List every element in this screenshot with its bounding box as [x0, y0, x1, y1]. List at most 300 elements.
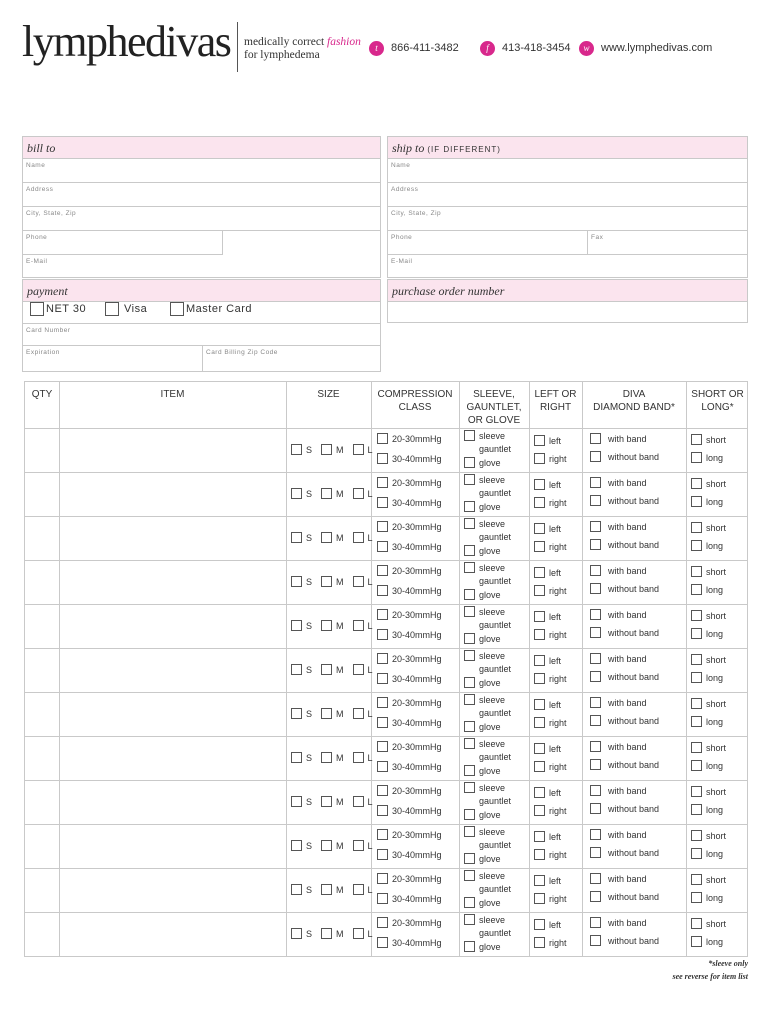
garment-sleeve-checkbox[interactable] — [464, 870, 475, 881]
compression-checkbox[interactable] — [377, 741, 388, 752]
garment-glove-checkbox[interactable] — [464, 809, 475, 820]
compression-option[interactable] — [377, 917, 442, 928]
band-option[interactable] — [590, 609, 647, 620]
item-cell[interactable] — [60, 736, 286, 780]
band-option[interactable] — [590, 917, 647, 928]
size-s-checkbox[interactable] — [291, 664, 302, 675]
size-s-checkbox[interactable] — [291, 444, 302, 455]
compression-checkbox[interactable] — [377, 453, 388, 464]
compression-option[interactable] — [377, 653, 442, 664]
side-option[interactable] — [534, 629, 567, 640]
side-option[interactable] — [534, 523, 561, 534]
compression-option[interactable] — [377, 937, 442, 948]
side-right-checkbox[interactable] — [534, 673, 545, 684]
band-checkbox[interactable] — [590, 539, 601, 550]
compression-option[interactable] — [377, 433, 442, 444]
garment-option[interactable] — [464, 589, 501, 600]
length-short-checkbox[interactable] — [691, 522, 702, 533]
compression-checkbox[interactable] — [377, 653, 388, 664]
qty-cell[interactable] — [25, 648, 59, 692]
length-long-checkbox[interactable] — [691, 540, 702, 551]
band-option[interactable] — [590, 539, 659, 550]
length-option[interactable] — [691, 654, 726, 665]
compression-checkbox[interactable] — [377, 521, 388, 532]
size-l-checkbox[interactable] — [353, 576, 364, 587]
size-l-checkbox[interactable] — [353, 664, 364, 675]
compression-option[interactable] — [377, 673, 442, 684]
visa-option[interactable] — [105, 300, 147, 318]
side-option[interactable] — [534, 567, 561, 578]
compression-option[interactable] — [377, 717, 442, 728]
mastercard-option[interactable] — [170, 300, 252, 318]
length-option[interactable] — [691, 698, 726, 709]
length-option[interactable] — [691, 716, 723, 727]
ship-city-field[interactable] — [388, 207, 747, 231]
garment-sleeve-checkbox[interactable] — [464, 738, 475, 749]
side-left-checkbox[interactable] — [534, 743, 545, 754]
garment-option[interactable] — [464, 575, 511, 586]
side-left-checkbox[interactable] — [534, 567, 545, 578]
band-checkbox[interactable] — [590, 741, 601, 752]
length-short-checkbox[interactable] — [691, 830, 702, 841]
garment-sleeve-checkbox[interactable] — [464, 914, 475, 925]
side-left-checkbox[interactable] — [534, 435, 545, 446]
garment-sleeve-checkbox[interactable] — [464, 782, 475, 793]
ship-email-field[interactable] — [388, 255, 747, 278]
band-option[interactable] — [590, 433, 647, 444]
side-option[interactable] — [534, 673, 567, 684]
compression-option[interactable] — [377, 873, 442, 884]
garment-option[interactable] — [464, 721, 501, 732]
size-m-checkbox[interactable] — [321, 444, 332, 455]
compression-option[interactable] — [377, 829, 442, 840]
side-option[interactable] — [534, 479, 561, 490]
band-option[interactable] — [590, 785, 647, 796]
garment-option[interactable] — [464, 619, 511, 630]
side-right-checkbox[interactable] — [534, 805, 545, 816]
garment-sleeve-checkbox[interactable] — [464, 562, 475, 573]
garment-sleeve-checkbox[interactable] — [464, 518, 475, 529]
item-cell[interactable] — [60, 692, 286, 736]
size-s-checkbox[interactable] — [291, 752, 302, 763]
size-s-checkbox[interactable] — [291, 796, 302, 807]
length-long-checkbox[interactable] — [691, 672, 702, 683]
garment-glove-checkbox[interactable] — [464, 853, 475, 864]
size-l-checkbox[interactable] — [353, 840, 364, 851]
band-checkbox[interactable] — [590, 653, 601, 664]
band-checkbox[interactable] — [590, 803, 601, 814]
net30-checkbox[interactable] — [30, 302, 44, 316]
length-long-checkbox[interactable] — [691, 716, 702, 727]
garment-option[interactable] — [464, 545, 501, 556]
band-option[interactable] — [590, 477, 647, 488]
band-option[interactable] — [590, 521, 647, 532]
garment-option[interactable] — [464, 677, 501, 688]
band-option[interactable] — [590, 741, 647, 752]
compression-checkbox[interactable] — [377, 805, 388, 816]
qty-cell[interactable] — [25, 692, 59, 736]
garment-sleeve-checkbox[interactable] — [464, 606, 475, 617]
size-m-checkbox[interactable] — [321, 664, 332, 675]
compression-option[interactable] — [377, 893, 442, 904]
band-checkbox[interactable] — [590, 917, 601, 928]
garment-option[interactable] — [464, 430, 505, 441]
length-option[interactable] — [691, 848, 723, 859]
compression-checkbox[interactable] — [377, 609, 388, 620]
item-cell[interactable] — [60, 472, 286, 516]
side-left-checkbox[interactable] — [534, 655, 545, 666]
side-left-checkbox[interactable] — [534, 479, 545, 490]
side-option[interactable] — [534, 655, 561, 666]
side-left-checkbox[interactable] — [534, 919, 545, 930]
expiration-field[interactable] — [23, 346, 202, 372]
side-right-checkbox[interactable] — [534, 629, 545, 640]
length-short-checkbox[interactable] — [691, 434, 702, 445]
compression-checkbox[interactable] — [377, 477, 388, 488]
side-left-checkbox[interactable] — [534, 831, 545, 842]
compression-option[interactable] — [377, 565, 442, 576]
size-l-checkbox[interactable] — [353, 928, 364, 939]
garment-option[interactable] — [464, 853, 501, 864]
size-l-checkbox[interactable] — [353, 444, 364, 455]
compression-option[interactable] — [377, 541, 442, 552]
length-option[interactable] — [691, 584, 723, 595]
compression-checkbox[interactable] — [377, 917, 388, 928]
garment-option[interactable] — [464, 897, 501, 908]
qty-cell[interactable] — [25, 560, 59, 604]
side-right-checkbox[interactable] — [534, 497, 545, 508]
band-checkbox[interactable] — [590, 785, 601, 796]
band-checkbox[interactable] — [590, 451, 601, 462]
compression-checkbox[interactable] — [377, 893, 388, 904]
qty-cell[interactable] — [25, 824, 59, 868]
band-checkbox[interactable] — [590, 891, 601, 902]
size-s-checkbox[interactable] — [291, 488, 302, 499]
band-checkbox[interactable] — [590, 609, 601, 620]
side-option[interactable] — [534, 611, 561, 622]
compression-option[interactable] — [377, 497, 442, 508]
side-right-checkbox[interactable] — [534, 937, 545, 948]
compression-checkbox[interactable] — [377, 433, 388, 444]
qty-cell[interactable] — [25, 780, 59, 824]
band-checkbox[interactable] — [590, 671, 601, 682]
mastercard-checkbox[interactable] — [170, 302, 184, 316]
compression-option[interactable] — [377, 521, 442, 532]
length-short-checkbox[interactable] — [691, 566, 702, 577]
garment-glove-checkbox[interactable] — [464, 941, 475, 952]
length-option[interactable] — [691, 672, 723, 683]
band-checkbox[interactable] — [590, 847, 601, 858]
size-m-checkbox[interactable] — [321, 532, 332, 543]
ship-phone-field[interactable] — [388, 231, 587, 255]
side-option[interactable] — [534, 435, 561, 446]
ship-name-field[interactable] — [388, 159, 747, 183]
net30-option[interactable] — [30, 300, 86, 318]
length-long-checkbox[interactable] — [691, 628, 702, 639]
compression-checkbox[interactable] — [377, 629, 388, 640]
size-l-checkbox[interactable] — [353, 488, 364, 499]
length-option[interactable] — [691, 786, 726, 797]
compression-checkbox[interactable] — [377, 761, 388, 772]
compression-option[interactable] — [377, 477, 442, 488]
garment-option[interactable] — [464, 751, 511, 762]
garment-option[interactable] — [464, 443, 511, 454]
garment-option[interactable] — [464, 562, 505, 573]
length-long-checkbox[interactable] — [691, 892, 702, 903]
item-cell[interactable] — [60, 780, 286, 824]
length-option[interactable] — [691, 830, 726, 841]
bill-name-field[interactable] — [23, 159, 380, 183]
band-option[interactable] — [590, 451, 659, 462]
garment-glove-checkbox[interactable] — [464, 501, 475, 512]
side-left-checkbox[interactable] — [534, 699, 545, 710]
size-s-checkbox[interactable] — [291, 884, 302, 895]
band-option[interactable] — [590, 697, 647, 708]
garment-option[interactable] — [464, 606, 505, 617]
side-option[interactable] — [534, 937, 567, 948]
side-right-checkbox[interactable] — [534, 849, 545, 860]
side-option[interactable] — [534, 787, 561, 798]
band-option[interactable] — [590, 715, 659, 726]
garment-option[interactable] — [464, 474, 505, 485]
garment-glove-checkbox[interactable] — [464, 765, 475, 776]
size-m-checkbox[interactable] — [321, 796, 332, 807]
side-right-checkbox[interactable] — [534, 541, 545, 552]
length-option[interactable] — [691, 874, 726, 885]
card-number-field[interactable] — [23, 324, 380, 346]
garment-option[interactable] — [464, 633, 501, 644]
side-option[interactable] — [534, 541, 567, 552]
garment-glove-checkbox[interactable] — [464, 589, 475, 600]
garment-sleeve-checkbox[interactable] — [464, 650, 475, 661]
side-option[interactable] — [534, 717, 567, 728]
length-option[interactable] — [691, 452, 723, 463]
compression-option[interactable] — [377, 629, 442, 640]
side-option[interactable] — [534, 831, 561, 842]
size-l-checkbox[interactable] — [353, 708, 364, 719]
garment-option[interactable] — [464, 914, 505, 925]
band-option[interactable] — [590, 653, 647, 664]
item-cell[interactable] — [60, 428, 286, 472]
side-option[interactable] — [534, 743, 561, 754]
garment-option[interactable] — [464, 765, 501, 776]
band-option[interactable] — [590, 583, 659, 594]
item-cell[interactable] — [60, 560, 286, 604]
billing-zip-field[interactable] — [203, 346, 380, 372]
band-option[interactable] — [590, 759, 659, 770]
band-option[interactable] — [590, 935, 659, 946]
garment-sleeve-checkbox[interactable] — [464, 430, 475, 441]
compression-option[interactable] — [377, 849, 442, 860]
compression-checkbox[interactable] — [377, 849, 388, 860]
garment-option[interactable] — [464, 782, 505, 793]
visa-checkbox[interactable] — [105, 302, 119, 316]
compression-option[interactable] — [377, 761, 442, 772]
item-cell[interactable] — [60, 868, 286, 912]
side-left-checkbox[interactable] — [534, 875, 545, 886]
size-l-checkbox[interactable] — [353, 752, 364, 763]
length-option[interactable] — [691, 478, 726, 489]
garment-sleeve-checkbox[interactable] — [464, 694, 475, 705]
band-option[interactable] — [590, 627, 659, 638]
compression-checkbox[interactable] — [377, 717, 388, 728]
size-l-checkbox[interactable] — [353, 796, 364, 807]
length-long-checkbox[interactable] — [691, 848, 702, 859]
size-m-checkbox[interactable] — [321, 576, 332, 587]
garment-glove-checkbox[interactable] — [464, 897, 475, 908]
item-cell[interactable] — [60, 604, 286, 648]
compression-option[interactable] — [377, 585, 442, 596]
bill-email-field[interactable] — [23, 255, 380, 278]
length-option[interactable] — [691, 566, 726, 577]
size-m-checkbox[interactable] — [321, 884, 332, 895]
size-m-checkbox[interactable] — [321, 928, 332, 939]
length-option[interactable] — [691, 892, 723, 903]
compression-checkbox[interactable] — [377, 937, 388, 948]
compression-option[interactable] — [377, 697, 442, 708]
length-short-checkbox[interactable] — [691, 742, 702, 753]
band-checkbox[interactable] — [590, 433, 601, 444]
band-checkbox[interactable] — [590, 697, 601, 708]
length-option[interactable] — [691, 918, 726, 929]
side-option[interactable] — [534, 875, 561, 886]
length-long-checkbox[interactable] — [691, 760, 702, 771]
side-option[interactable] — [534, 919, 561, 930]
size-s-checkbox[interactable] — [291, 532, 302, 543]
qty-cell[interactable] — [25, 736, 59, 780]
side-left-checkbox[interactable] — [534, 611, 545, 622]
size-l-checkbox[interactable] — [353, 620, 364, 631]
length-short-checkbox[interactable] — [691, 874, 702, 885]
garment-sleeve-checkbox[interactable] — [464, 826, 475, 837]
band-checkbox[interactable] — [590, 829, 601, 840]
band-checkbox[interactable] — [590, 521, 601, 532]
garment-option[interactable] — [464, 707, 511, 718]
garment-option[interactable] — [464, 795, 511, 806]
garment-option[interactable] — [464, 457, 501, 468]
size-m-checkbox[interactable] — [321, 752, 332, 763]
band-option[interactable] — [590, 495, 659, 506]
length-long-checkbox[interactable] — [691, 452, 702, 463]
side-right-checkbox[interactable] — [534, 453, 545, 464]
length-option[interactable] — [691, 496, 723, 507]
qty-cell[interactable] — [25, 472, 59, 516]
size-l-checkbox[interactable] — [353, 884, 364, 895]
garment-option[interactable] — [464, 941, 501, 952]
band-option[interactable] — [590, 873, 647, 884]
compression-option[interactable] — [377, 785, 442, 796]
compression-checkbox[interactable] — [377, 785, 388, 796]
size-m-checkbox[interactable] — [321, 620, 332, 631]
length-option[interactable] — [691, 742, 726, 753]
garment-option[interactable] — [464, 501, 501, 512]
size-m-checkbox[interactable] — [321, 840, 332, 851]
band-option[interactable] — [590, 829, 647, 840]
side-left-checkbox[interactable] — [534, 523, 545, 534]
garment-option[interactable] — [464, 663, 511, 674]
band-checkbox[interactable] — [590, 935, 601, 946]
item-cell[interactable] — [60, 824, 286, 868]
length-option[interactable] — [691, 540, 723, 551]
compression-option[interactable] — [377, 609, 442, 620]
purchase-order-field[interactable] — [388, 302, 747, 323]
garment-glove-checkbox[interactable] — [464, 545, 475, 556]
length-option[interactable] — [691, 434, 726, 445]
length-long-checkbox[interactable] — [691, 936, 702, 947]
compression-checkbox[interactable] — [377, 497, 388, 508]
bill-address-field[interactable] — [23, 183, 380, 207]
garment-option[interactable] — [464, 738, 505, 749]
garment-option[interactable] — [464, 870, 505, 881]
band-checkbox[interactable] — [590, 627, 601, 638]
length-long-checkbox[interactable] — [691, 496, 702, 507]
side-option[interactable] — [534, 497, 567, 508]
qty-cell[interactable] — [25, 912, 59, 956]
compression-option[interactable] — [377, 805, 442, 816]
compression-checkbox[interactable] — [377, 541, 388, 552]
length-option[interactable] — [691, 610, 726, 621]
ship-address-field[interactable] — [388, 183, 747, 207]
size-s-checkbox[interactable] — [291, 928, 302, 939]
compression-checkbox[interactable] — [377, 585, 388, 596]
band-option[interactable] — [590, 891, 659, 902]
compression-checkbox[interactable] — [377, 873, 388, 884]
garment-option[interactable] — [464, 839, 511, 850]
compression-option[interactable] — [377, 453, 442, 464]
garment-glove-checkbox[interactable] — [464, 457, 475, 468]
band-option[interactable] — [590, 803, 659, 814]
qty-cell[interactable] — [25, 604, 59, 648]
length-option[interactable] — [691, 628, 723, 639]
length-short-checkbox[interactable] — [691, 478, 702, 489]
length-long-checkbox[interactable] — [691, 804, 702, 815]
garment-option[interactable] — [464, 809, 501, 820]
garment-option[interactable] — [464, 883, 511, 894]
size-s-checkbox[interactable] — [291, 708, 302, 719]
garment-glove-checkbox[interactable] — [464, 633, 475, 644]
compression-checkbox[interactable] — [377, 673, 388, 684]
side-option[interactable] — [534, 585, 567, 596]
side-option[interactable] — [534, 849, 567, 860]
size-s-checkbox[interactable] — [291, 576, 302, 587]
band-checkbox[interactable] — [590, 565, 601, 576]
size-s-checkbox[interactable] — [291, 840, 302, 851]
band-checkbox[interactable] — [590, 477, 601, 488]
compression-checkbox[interactable] — [377, 829, 388, 840]
side-option[interactable] — [534, 761, 567, 772]
band-option[interactable] — [590, 565, 647, 576]
qty-cell[interactable] — [25, 516, 59, 560]
side-option[interactable] — [534, 453, 567, 464]
compression-option[interactable] — [377, 741, 442, 752]
qty-cell[interactable] — [25, 428, 59, 472]
garment-option[interactable] — [464, 826, 505, 837]
length-option[interactable] — [691, 760, 723, 771]
bill-phone-field[interactable] — [23, 231, 222, 255]
band-checkbox[interactable] — [590, 759, 601, 770]
garment-option[interactable] — [464, 518, 505, 529]
garment-option[interactable] — [464, 927, 511, 938]
band-checkbox[interactable] — [590, 873, 601, 884]
length-option[interactable] — [691, 522, 726, 533]
qty-cell[interactable] — [25, 868, 59, 912]
side-right-checkbox[interactable] — [534, 893, 545, 904]
item-cell[interactable] — [60, 648, 286, 692]
side-right-checkbox[interactable] — [534, 761, 545, 772]
band-checkbox[interactable] — [590, 495, 601, 506]
side-right-checkbox[interactable] — [534, 717, 545, 728]
length-option[interactable] — [691, 804, 723, 815]
